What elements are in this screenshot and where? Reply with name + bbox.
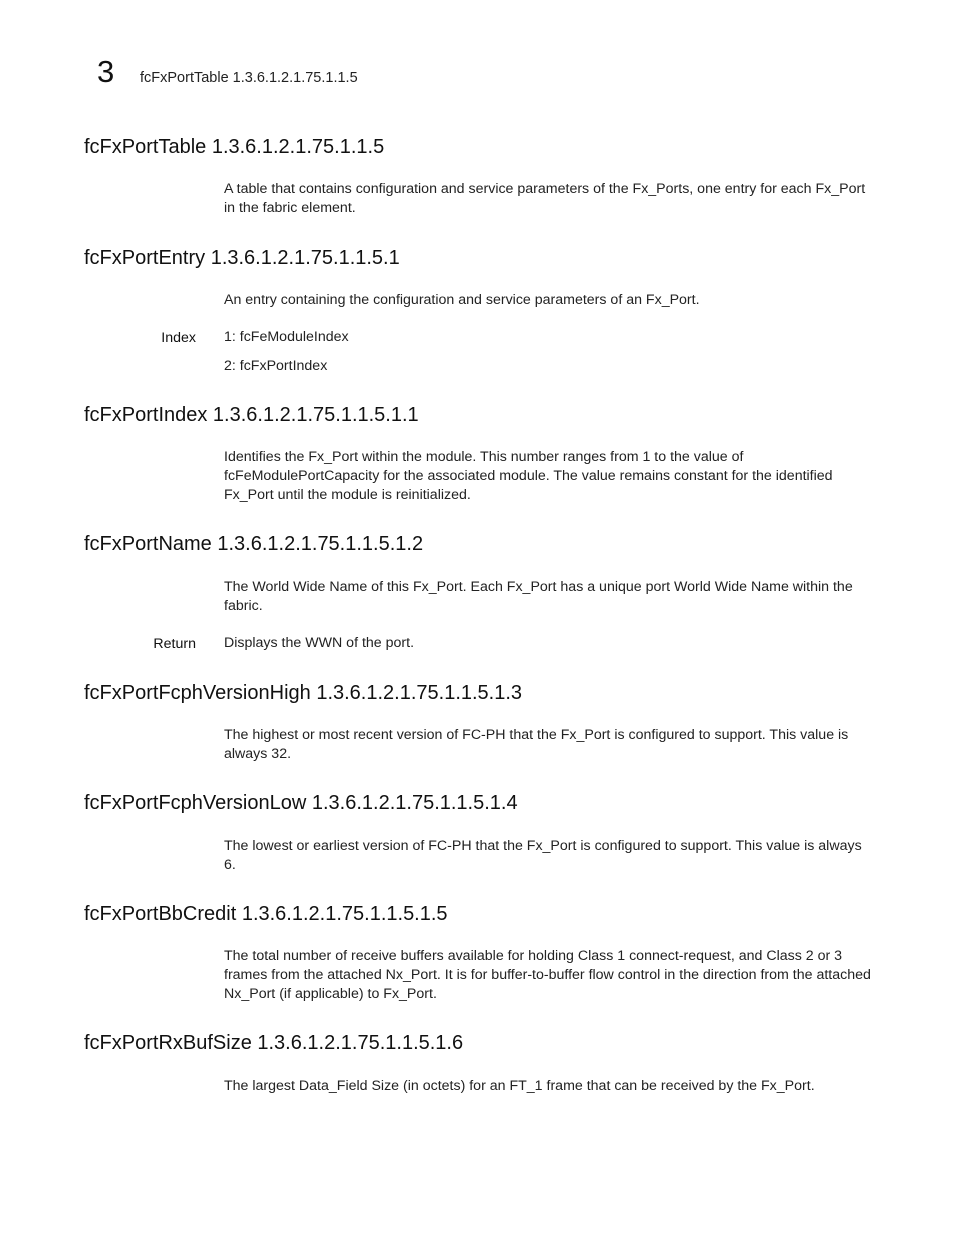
section-title-fcfxportfcphversionlow: fcFxPortFcphVersionLow 1.3.6.1.2.1.75.1.1.5.1.4 <box>84 792 518 814</box>
section-title-fcfxportbbcredit: fcFxPortBbCredit 1.3.6.1.2.1.75.1.1.5.1.5 <box>84 903 448 925</box>
chapter-number: 3 <box>97 54 115 89</box>
section-description-fcfxportindex: Identifies the Fx_Port within the module. This number ranges from 1 to the value of fcFeModulePortCapacity for the associated module. The value remains constant for the identified Fx_Port until the module is reinitialized. <box>224 449 833 503</box>
term-label-return: Return <box>153 636 196 652</box>
section-title-fcfxportrxbufsize: fcFxPortRxBufSize 1.3.6.1.2.1.75.1.1.5.1.6 <box>84 1032 464 1054</box>
term-label-index: Index <box>161 330 196 346</box>
running-header-title: fcFxPortTable 1.3.6.1.2.1.75.1.1.5 <box>140 70 358 86</box>
section-description-fcfxportrxbufsize: The largest Data_Field Size (in octets) for an FT_1 frame that can be received by the Fx_Port. <box>224 1078 815 1094</box>
section-title-fcfxporttable: fcFxPortTable 1.3.6.1.2.1.75.1.1.5 <box>84 136 385 158</box>
page-header <box>97 54 358 90</box>
term-value-index-2: 2: fcFxPortIndex <box>224 358 328 374</box>
section-description-fcfxportfcphversionhigh: The highest or most recent version of FC-PH that the Fx_Port is configured to support. This value is always 32. <box>224 727 849 762</box>
section-description-fcfxportentry: An entry containing the configuration and service parameters of an Fx_Port. <box>224 292 700 308</box>
section-description-fcfxportfcphversionlow: The lowest or earliest version of FC-PH that the Fx_Port is configured to support. This value is always 6. <box>224 838 862 873</box>
section-title-fcfxportindex: fcFxPortIndex 1.3.6.1.2.1.75.1.1.5.1.1 <box>84 404 419 426</box>
section-title-fcfxportentry: fcFxPortEntry 1.3.6.1.2.1.75.1.1.5.1 <box>84 247 400 269</box>
section-title-fcfxportfcphversionhigh: fcFxPortFcphVersionHigh 1.3.6.1.2.1.75.1.1.5.1.3 <box>84 682 523 704</box>
term-value-return: Displays the WWN of the port. <box>224 635 415 651</box>
section-description-fcfxportname: The World Wide Name of this Fx_Port. Each Fx_Port has a unique port World Wide Name within the fabric. <box>224 579 853 614</box>
section-description-fcfxporttable: A table that contains configuration and service parameters of the Fx_Ports, one entry for each Fx_Port in the fabric element. <box>224 181 866 216</box>
section-title-fcfxportname: fcFxPortName 1.3.6.1.2.1.75.1.1.5.1.2 <box>84 533 424 555</box>
term-value-index-1: 1: fcFeModuleIndex <box>224 329 349 345</box>
section-description-fcfxportbbcredit: The total number of receive buffers available for holding Class 1 connect-request, and Class 2 or 3 frames from the attached Nx_Port. It is for buffer-to-buffer flow control in the direction from the attached Nx_Port (if applicable) to Fx_Port. <box>224 948 871 1002</box>
